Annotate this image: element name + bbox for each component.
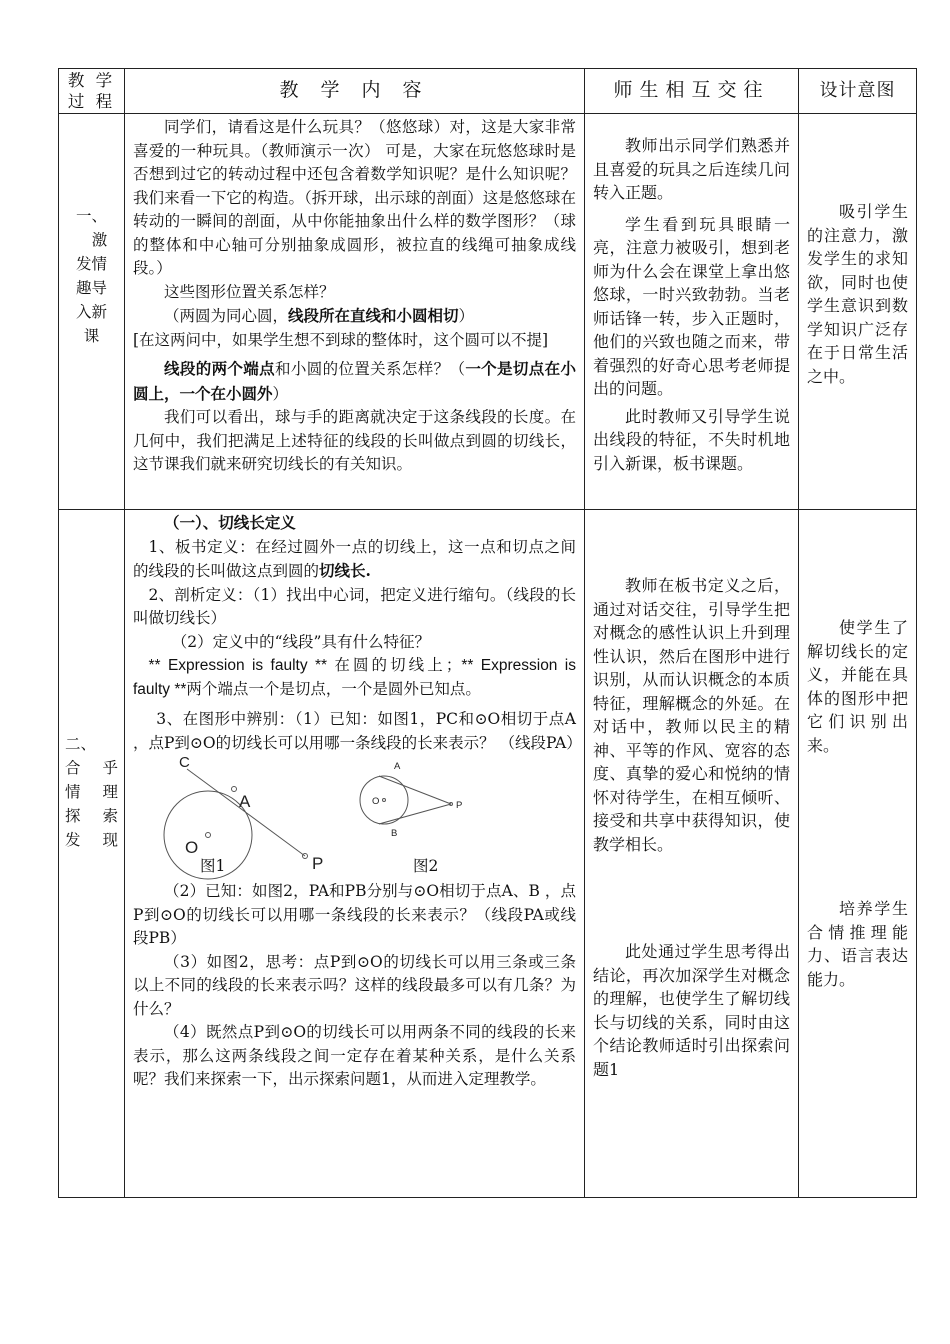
intro-paragraph-2: 这些图形位置关系怎样？ xyxy=(164,282,335,301)
header-row xyxy=(59,69,917,114)
stage-explore-c1: 合 xyxy=(65,759,81,777)
fig2-tangent-pb xyxy=(379,804,451,824)
intro-p5-bold-a: 线段的两个端点 xyxy=(164,359,276,378)
stage-explore-c2: 乎 xyxy=(102,759,118,777)
header-intent: 设计意图 xyxy=(799,69,917,114)
fig2-center xyxy=(383,799,386,802)
question-2: （2）已知：如图2，PA和PB分别与⊙O相切于点A、B ，点P到⊙O的切线长可以用哪一条线段的长来表示？（线段PA或线段PB） xyxy=(133,882,576,947)
lesson-plan-table xyxy=(58,68,917,1198)
fig1-point-a xyxy=(232,787,237,792)
question-3: （3）如图2，思考：点P到⊙O的切线长可以用三条或三条以上不同的线段的长来表示吗？这样的线段最多可以有几条？为什么？ xyxy=(133,952,576,1018)
definition-2: 2、剖析定义：（1）找出中心词，把定义进行缩句。（线段的长叫做切线长） xyxy=(133,585,576,627)
stage-explore-c4: 理 xyxy=(102,783,118,801)
fig1-tangent-line xyxy=(187,769,305,856)
fig2-caption: 图2 xyxy=(413,857,439,875)
question-4: （4）既然点P到⊙O的切线长可以用两条不同的线段的长来表示，那么这两条线段之间一定存在着某种关系，是什么关系呢？我们来探索一下，出示探索问题1，从而进入定理教学。 xyxy=(133,1023,576,1088)
intro-interaction-2: 学生看到玩具眼睛一亮，注意力被吸引，想到老师为什么会在课堂上拿出悠悠球，一时兴致勃勃。当老师话锋一转，步入正题时，他们的兴致也随之而来，带着强烈的好奇心思考老师提出的问题。 xyxy=(593,214,790,398)
stage-intro-l4: 入新 xyxy=(75,303,107,321)
fig2-circle xyxy=(360,776,408,824)
stage-explore-c8: 现 xyxy=(102,831,118,849)
fig2-label-a: A xyxy=(394,761,401,772)
fig2-label-p: P xyxy=(456,800,463,811)
fig1-label-a: A xyxy=(239,792,251,811)
explore-interaction-2: 此处通过学生思考得出结论，再次加深学生对概念的理解，也使学生了解切线长与切线的关系，同时由这个结论教师适时引出探索问题1 xyxy=(593,942,790,1079)
intro-p3-a: （两圆为同心圆， xyxy=(164,307,289,325)
intro-paragraph-3 xyxy=(133,304,576,329)
definition-1 xyxy=(133,536,576,584)
content-explore xyxy=(125,510,585,1198)
stage-explore-l2 xyxy=(65,780,124,804)
stage-explore-c3: 情 xyxy=(65,783,81,801)
definition-3: （2）定义中的“线段”具有什么特征？ xyxy=(171,632,430,651)
content-intro xyxy=(125,114,585,510)
fig2-tangent-pa xyxy=(379,776,451,804)
intro-p3-c: ） xyxy=(458,307,475,325)
stage-intro-l2: 发情 xyxy=(75,255,107,273)
stage-explore-c7: 发 xyxy=(65,831,81,849)
stage-explore xyxy=(59,510,125,1198)
lesson-plan-page xyxy=(58,68,916,1198)
stage-intro-l5: 课 xyxy=(83,327,100,345)
header-interaction: 师生相互交往 xyxy=(585,69,799,114)
intro-interaction-1: 教师出示同学们熟悉并且喜爱的玩具之后连续几问转入正题。 xyxy=(593,136,790,202)
stage-explore-c6: 索 xyxy=(102,807,118,825)
intro-p3-bold: 线段所在直线和小圆相切 xyxy=(288,306,459,325)
stage-explore-l1 xyxy=(65,756,124,780)
fig1-label-o: O xyxy=(185,838,199,857)
intro-p5-b: 和小圆的位置关系怎样？（ xyxy=(275,360,466,378)
expression-faulty: ** Expression is faulty ** 在圆的切线上；** Expression is faulty **两个端点一个是切点，一个是圆外已知点。 xyxy=(133,657,576,698)
intent-explore xyxy=(799,510,917,1198)
explore-interaction-1: 教师在板书定义之后，通过对话交往，引导学生把对概念的感性认识上升到理性认识，然后在图形中进行识别，从而认识概念的本质特征，理解概念的外延。在对话中，教师以民主的精神、平等的作风、宽容的态度、真挚的爱心和悦纳的情怀对待学生，在相互倾听、接受和共享中获得知识，使教学相长。 xyxy=(593,576,790,854)
fig2-label-o: O xyxy=(372,796,380,807)
intro-paragraph-6: 我们可以看出，球与手的距离就决定于这条线段的长度。在几何中，我们把满足上述特征的线段的长叫做点到圆的切线长，这节课我们就来研究切线长的有关知识。 xyxy=(133,408,576,473)
header-process-line2: 过 程 xyxy=(67,92,116,111)
intro-paragraph-1: 同学们，请看这是什么玩具？（悠悠球）对，这是大家非常喜爱的一种玩具。（教师演示一次） 可是，大家在玩悠悠球时是否想到过它的转动过程中还包含着数学知识呢？是什么知识呢？我们来看一下它的构造。（拆开球，出示球的剖面）这是悠悠球在转动的一瞬间的剖面，从中你能抽象出什么样的数学图形？（球的整体和中心轴可分别抽象成圆形，被拉直的线绳可抽象成线段。） xyxy=(133,118,576,277)
intent-intro xyxy=(799,114,917,510)
header-content: 教 学 内 容 xyxy=(125,69,585,114)
fig2-label-b: B xyxy=(391,828,398,839)
stage-intro-l3: 趣导 xyxy=(75,279,107,297)
fig1-label-c: C xyxy=(179,755,190,771)
fig1-caption: 图1 xyxy=(200,857,226,875)
stage-explore-num: 二、 xyxy=(65,735,97,753)
header-process-line1: 教 学 xyxy=(67,71,116,90)
stage-explore-l4 xyxy=(65,828,124,852)
fig1-label-p: P xyxy=(312,854,324,873)
stage-explore-c5: 探 xyxy=(65,807,81,825)
stage-intro-l1: 激 xyxy=(91,231,108,249)
section-title xyxy=(133,511,576,536)
question-1: 3、在图形中辨别：（1）已知：如图1，PC和⊙O相切于点A ，点P到⊙O的切线长可以用哪一条线段的长来表示？ （线段PA） xyxy=(133,710,582,752)
stage-intro xyxy=(59,114,125,510)
intro-interaction-3: 此时教师又引导学生说出线段的特征，不失时机地引入新课，板书课题。 xyxy=(593,406,790,473)
definition-1-text: 1、板书定义：在经过圆外一点的切线上，这一点和切点之间的线段的长叫做这点到圆的 xyxy=(133,537,576,580)
intro-paragraph-5 xyxy=(133,357,576,406)
definition-1-term: 切线长. xyxy=(319,561,371,580)
explore-intent-2: 培养学生合情推理能力、语言表达能力。 xyxy=(807,899,908,989)
intro-intent: 吸引学生的注意力，激发学生的求知欲，同时也使学生意识到数学知识广泛存在于日常生活之中。 xyxy=(807,202,908,386)
stage-intro-num: 一、 xyxy=(75,207,107,225)
interaction-explore xyxy=(585,510,799,1198)
row-intro xyxy=(59,114,917,510)
interaction-intro xyxy=(585,114,799,510)
intro-p5-d: ） xyxy=(272,384,289,403)
header-process xyxy=(59,69,125,114)
fig1-center xyxy=(206,833,211,838)
section-title-text: （一）、切线长定义 xyxy=(164,513,296,532)
figures xyxy=(133,755,576,880)
intro-p5-bold-c: 一个是切点在小圆上，一个在小圆外 xyxy=(133,359,576,403)
row-explore xyxy=(59,510,917,1198)
intro-paragraph-4: [在这两问中，如果学生想不到球的整体时，这个圆可以不提] xyxy=(133,330,549,349)
explore-intent-1: 使学生了解切线长的定义，并能在具体的图形中把它们识别出来。 xyxy=(807,618,908,755)
stage-explore-l3 xyxy=(65,804,124,828)
